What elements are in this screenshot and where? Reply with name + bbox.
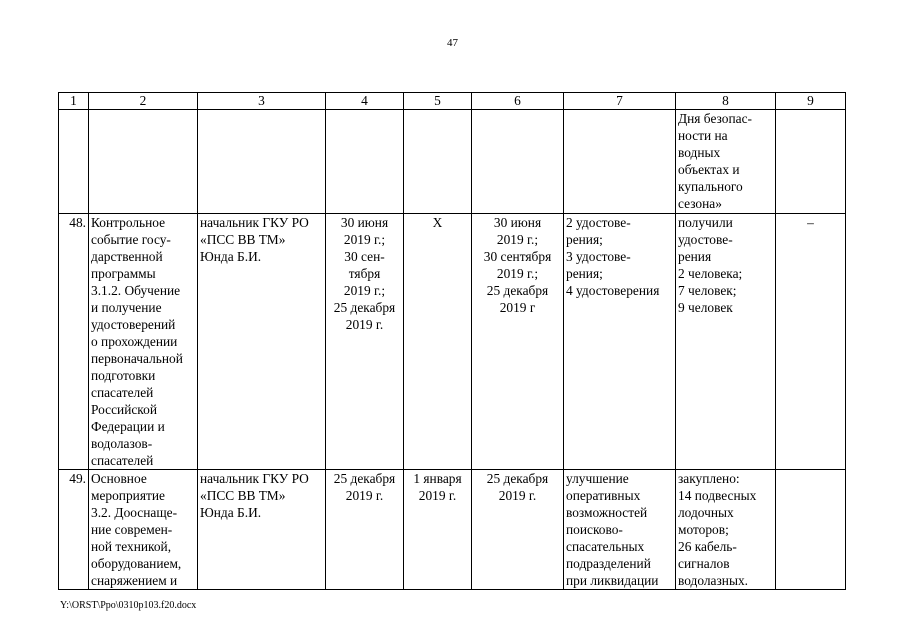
- expected-result: [564, 110, 676, 214]
- event-name: [89, 110, 198, 214]
- table-row: [59, 110, 846, 214]
- report-table: [58, 92, 846, 590]
- responsible-person: начальник ГКУ РО «ПСС ВВ ТМ» Юнда Б.И.: [198, 470, 326, 590]
- row-number: [59, 110, 89, 214]
- actual-result: получили удостове- рения 2 человека; 7 человек; 9 человек: [676, 214, 776, 470]
- planned-date: [326, 110, 404, 214]
- page-number: 47: [447, 37, 458, 49]
- event-name: Контрольное событие госу- дарственной программы 3.1.2. Обучение и получение удостоверений о прохождении первоначальной подготовки спасателей Российской Федерации и водолазов- спасателей: [89, 214, 198, 470]
- actual-date: [472, 110, 564, 214]
- column-number-3: 3: [198, 93, 326, 110]
- actual-result: Дня безопас- ности на водных объектах и купального сезона»: [676, 110, 776, 214]
- file-path-footer: Y:\ORST\Ppo\0310p103.f20.docx: [60, 600, 197, 611]
- column-number-7: 7: [564, 93, 676, 110]
- notes: –: [776, 214, 846, 470]
- actual-date: 30 июня 2019 г.; 30 сентября 2019 г.; 25 декабря 2019 г: [472, 214, 564, 470]
- column-number-8: 8: [676, 93, 776, 110]
- column-number-5: 5: [404, 93, 472, 110]
- row-number: 48.: [59, 214, 89, 470]
- notes: [776, 110, 846, 214]
- column-number-2: 2: [89, 93, 198, 110]
- notes: [776, 470, 846, 590]
- planned-date: 30 июня 2019 г.; 30 сен- тября 2019 г.; 25 декабря 2019 г.: [326, 214, 404, 470]
- responsible-person: начальник ГКУ РО «ПСС ВВ ТМ» Юнда Б.И.: [198, 214, 326, 470]
- planned-date: 25 декабря 2019 г.: [326, 470, 404, 590]
- start-date: [404, 110, 472, 214]
- column-number-1: 1: [59, 93, 89, 110]
- expected-result: 2 удостове- рения; 3 удостове- рения; 4 удостоверения: [564, 214, 676, 470]
- table-row: [59, 470, 846, 590]
- table-header-row: [59, 93, 846, 110]
- column-number-4: 4: [326, 93, 404, 110]
- start-date: Х: [404, 214, 472, 470]
- expected-result: улучшение оперативных возможностей поисково- спасательных подразделений при ликвидации: [564, 470, 676, 590]
- column-number-9: 9: [776, 93, 846, 110]
- responsible-person: [198, 110, 326, 214]
- row-number: 49.: [59, 470, 89, 590]
- table-row: [59, 214, 846, 470]
- event-name: Основное мероприятие 3.2. Дооснаще- ние современ- ной техникой, оборудованием, снаряжением и: [89, 470, 198, 590]
- actual-date: 25 декабря 2019 г.: [472, 470, 564, 590]
- column-number-6: 6: [472, 93, 564, 110]
- actual-result: закуплено: 14 подвесных лодочных моторов; 26 кабель- сигналов водолазных.: [676, 470, 776, 590]
- start-date: 1 января 2019 г.: [404, 470, 472, 590]
